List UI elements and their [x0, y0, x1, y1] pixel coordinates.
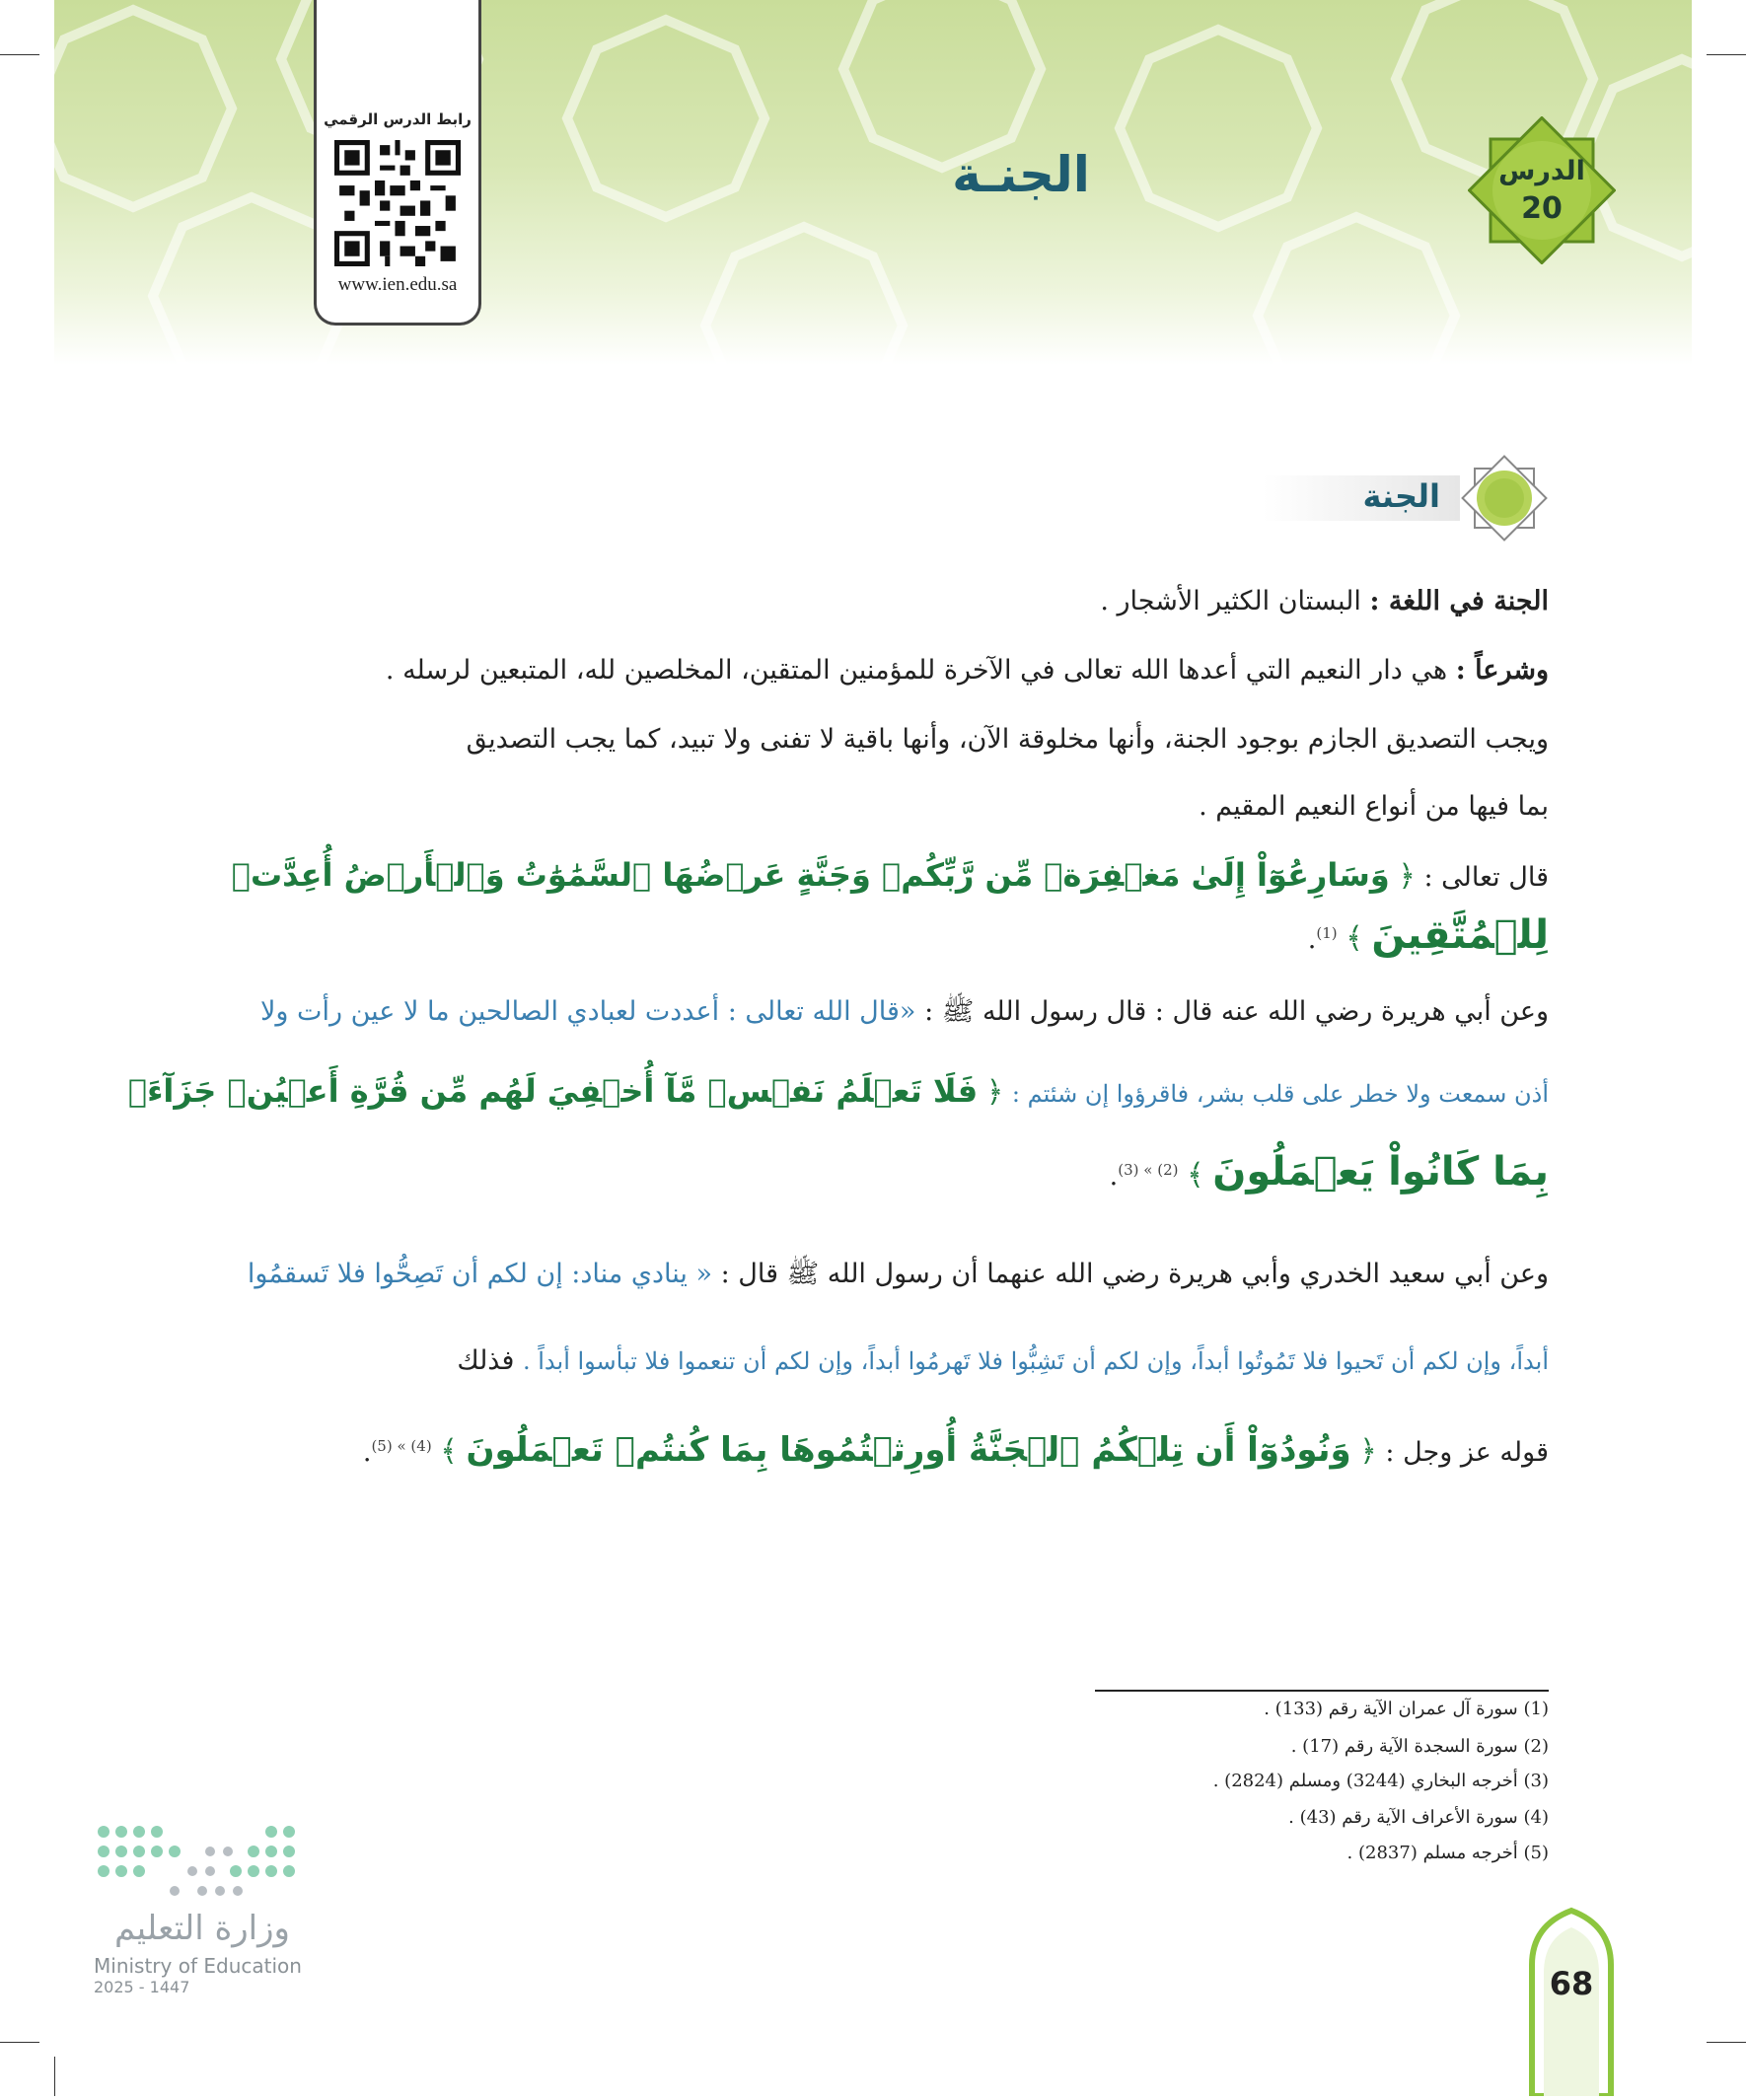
crop-mark [1707, 2042, 1746, 2043]
lesson-title: الجنـة [952, 146, 1090, 203]
ministry-logo [94, 1820, 330, 1996]
badge-number: 20 [1521, 191, 1563, 226]
hadith-line [260, 992, 1549, 1032]
footnote: (2) سورة السجدة الآية رقم (17) . [1290, 1736, 1549, 1757]
verse-line: قوله عز وجل : ﴿ وَنُودُوٓاْ أَن تِلۡكُمُ ٱلۡجَنَّةُ أُورِثۡتُمُوهَا بِمَا كُنتُمۡ تَعۡمَلُونَ ﴾ $^{(4) » (5)}$. [362, 1430, 1549, 1470]
badge-word: الدرس [1498, 156, 1585, 186]
term-label: وشرعاً : [1455, 655, 1549, 686]
quran-verse: لِلۡمُتَّقِينَ [1371, 912, 1549, 958]
hadith-text: أبداً، وإن لكم أن تَحيوا فلا تَمُوتُوا أبداً، وإن لكم أن تَشِبُّوا فلا تَهرمُوا أبداً، وإن لكم أن تنعموا فلا تبأسوا أبداً . [522, 1347, 1549, 1375]
section-heading [1268, 454, 1554, 543]
footnote: (1) سورة آل عمران الآية رقم (133) . [1264, 1699, 1549, 1719]
footnote-ref: (4) » (5) [371, 1437, 432, 1455]
footnote: (3) أخرجه البخاري (3244) ومسلم (2824) . [1212, 1771, 1549, 1791]
definition-linguistic [1100, 582, 1549, 621]
narration-intro: وعن أبي هريرة رضي الله عنه قال : قال رسول الله ﷺ : [924, 996, 1549, 1027]
geometric-pattern [54, 0, 1692, 365]
bracket-ornament-icon: ﴾ [1346, 921, 1363, 956]
crop-mark [1707, 54, 1746, 55]
definition-text: البستان الكثير الأشجار . [1100, 586, 1370, 616]
hadith-line [248, 1255, 1549, 1294]
bracket-ornament-icon: ﴿ [985, 1075, 1004, 1110]
page-number-tab [1522, 1906, 1621, 2096]
section-heading-label: الجنة [1362, 477, 1440, 515]
bracket-ornament-icon: ﴾ [1187, 1158, 1204, 1193]
quran-verse: وَسَارِعُوٓاْ إِلَىٰ مَغۡفِرَةٖ مِّن رَّبِّكُمۡ وَجَنَّةٍ عَرۡضُهَا ٱلسَّمَٰوَٰتُ وَٱلۡأَرۡضُ أُعِدَّتۡ [231, 856, 1390, 894]
footnote: (5) أخرجه مسلم (2837) . [1346, 1843, 1549, 1863]
paragraph-line: بما فيها من أنواع النعيم المقيم . [1199, 791, 1549, 822]
ministry-dots-icon [94, 1820, 311, 1909]
qr-card[interactable] [314, 0, 481, 326]
crop-mark [54, 2057, 55, 2096]
edition-year: 2025 - 1447 [94, 1978, 190, 1996]
qr-url[interactable]: www.ien.edu.sa [337, 274, 458, 295]
quran-verse: وَنُودُوٓاْ أَن تِلۡكُمُ ٱلۡجَنَّةُ أُورِثۡتُمُوهَا بِمَا كُنتُمۡ تَعۡمَلُونَ [466, 1430, 1351, 1470]
quran-verse: فَلَا تَعۡلَمُ نَفۡسٞ مَّآ أُخۡفِيَ لَهُم مِّن قُرَّةِ أَعۡيُنٖ جَزَآءَۢ [127, 1072, 979, 1110]
hadith-text: أذن سمعت ولا خطر على قلب بشر، فاقرؤوا إن شئتم : [1011, 1080, 1549, 1108]
star-ornament-icon [1455, 454, 1554, 543]
ministry-english-name: Ministry of Education [94, 1954, 302, 1978]
bracket-ornament-icon: ﴾ [440, 1434, 458, 1469]
crop-mark [0, 54, 39, 55]
bracket-ornament-icon: ﴿ [1359, 1434, 1377, 1469]
lesson-badge [1468, 116, 1616, 264]
page-number: 68 [1549, 1965, 1594, 2002]
qr-label: رابط الدرس الرقمي [324, 110, 472, 128]
verse-intro: قال تعالى : [1423, 862, 1549, 893]
footnote: (4) سورة الأعراف الآية رقم (43) . [1288, 1807, 1549, 1828]
narration-intro: وعن أبي سعيد الخدري وأبي هريرة رضي الله عنهما أن رسول الله ﷺ قال : [720, 1259, 1549, 1289]
hadith-line [128, 1065, 1549, 1120]
footnote-ref: (2) » (3) [1118, 1161, 1179, 1179]
ministry-arabic-name: وزارة التعليم [114, 1909, 290, 1948]
verse-line [232, 850, 1549, 903]
term-label: الجنة في اللغة : [1369, 586, 1549, 616]
hadith-text: « ينادي مناد: إن لكم أن تَصِحُّوا فلا تَسقمُوا [247, 1259, 712, 1289]
footnote-divider [1095, 1690, 1549, 1692]
crop-mark [0, 2042, 39, 2043]
paragraph-text: فذلك [457, 1345, 523, 1376]
badge-star-icon [1468, 116, 1616, 264]
bracket-ornament-icon: ﴿ [1398, 859, 1416, 894]
verse-intro: قوله عز وجل : [1385, 1437, 1549, 1468]
hadith-text: «قال الله تعالى : أعددت لعبادي الصالحين ما لا عين رأت ولا [260, 996, 916, 1027]
qr-code-icon[interactable] [334, 140, 461, 266]
paragraph-line: ويجب التصديق الجازم بوجود الجنة، وأنها مخلوقة الآن، وأنها باقية لا تفنى ولا تبيد، كما يجب التصديق [466, 724, 1549, 755]
verse-line: بِمَا كَانُواْ يَعۡمَلُونَ ﴾ $^{(2) » (3)}$. [1109, 1149, 1549, 1195]
hadith-line [457, 1341, 1549, 1381]
quran-verse: بِمَا كَانُواْ يَعۡمَلُونَ [1212, 1149, 1549, 1195]
verse-line: لِلۡمُتَّقِينَ ﴾ $^{(1)}$. [1307, 912, 1549, 958]
definition-legal [386, 651, 1549, 690]
definition-text: هي دار النعيم التي أعدها الله تعالى في الآخرة للمؤمنين المتقين، المخلصين لله، المتبعين لرسله . [385, 655, 1456, 686]
footnote-ref: (1) [1316, 924, 1338, 942]
header-banner [54, 0, 1692, 365]
